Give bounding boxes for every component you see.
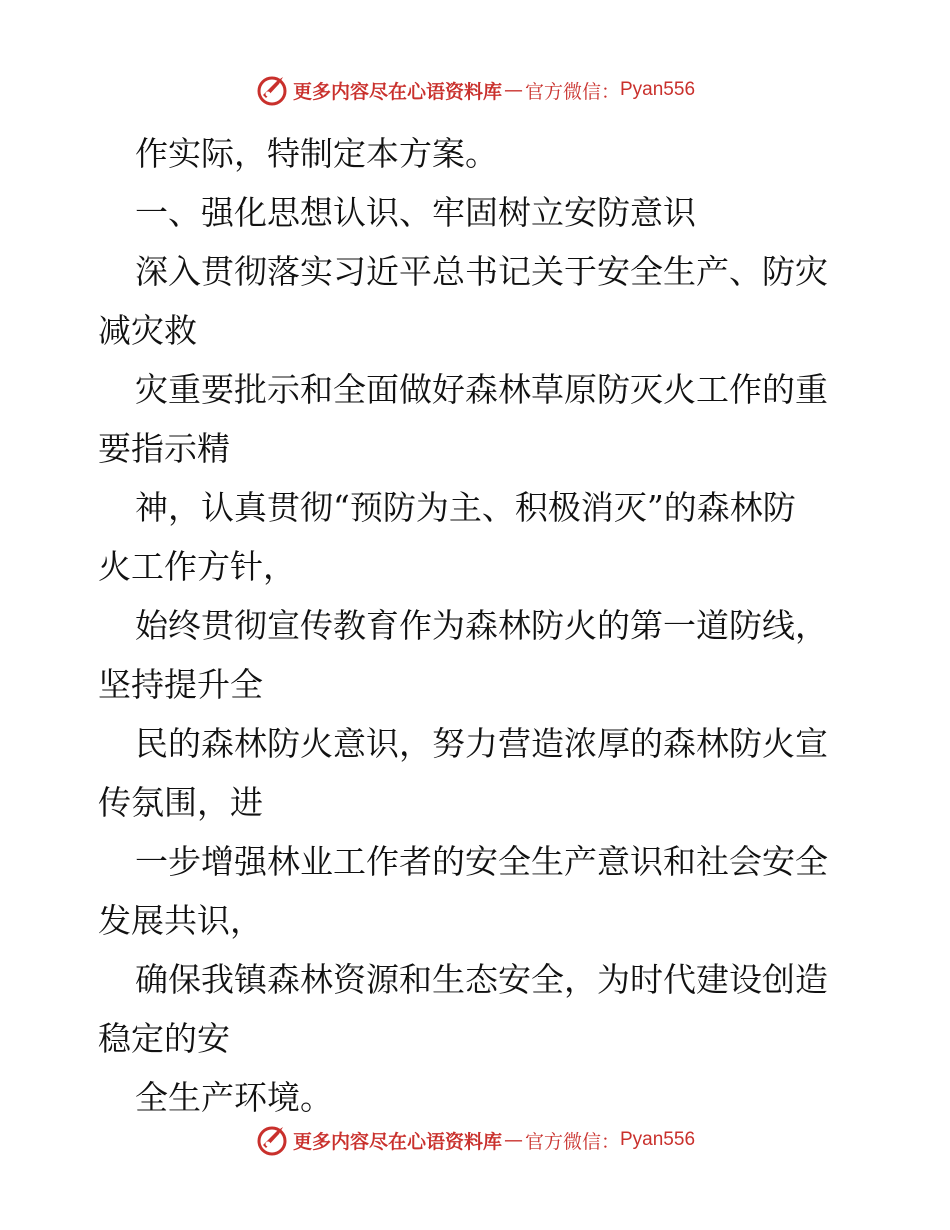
body-text	[98, 124, 858, 1127]
body-line: 作实际，特制定本方案。	[135, 134, 498, 173]
body-line: 确保我镇森林资源和生态安全，为时代建设创造	[135, 960, 828, 999]
banner-wechat-label: 官方微信：	[524, 80, 620, 103]
banner-separator: —	[503, 1129, 523, 1151]
banner-wechat-id: Pyan556	[620, 79, 696, 100]
body-line: 灾重要批示和全面做好森林草原防灭火工作的重	[135, 370, 828, 409]
header-banner	[0, 70, 950, 110]
banner-main-text: 更多内容尽在心语资料库	[292, 1130, 502, 1153]
body-line: 减灾救	[98, 311, 197, 350]
quill-seal-icon	[255, 1123, 289, 1157]
body-line: 火工作方针，	[98, 547, 296, 586]
footer-banner	[0, 1120, 950, 1160]
body-line: 全生产环境。	[135, 1078, 333, 1117]
body-line: 发展共识，	[98, 901, 263, 940]
body-line: 民的森林防火意识，努力营造浓厚的森林防火宣	[135, 724, 828, 763]
body-line: 神，认真贯彻“预防为主、积极消灭”的森林防	[135, 488, 796, 527]
body-line: 一步增强林业工作者的安全生产意识和社会安全	[135, 842, 828, 881]
body-line: 始终贯彻宣传教育作为森林防火的第一道防线，	[135, 606, 828, 645]
body-line: 稳定的安	[98, 1019, 230, 1058]
body-line: 要指示精	[98, 429, 230, 468]
banner-main-text: 更多内容尽在心语资料库	[292, 80, 502, 103]
section-heading: 一、强化思想认识、牢固树立安防意识	[135, 193, 696, 232]
body-line: 传氛围，进	[98, 783, 263, 822]
quill-seal-icon	[255, 73, 289, 107]
banner-separator: —	[503, 79, 523, 101]
body-line: 深入贯彻落实习近平总书记关于安全生产、防灾	[135, 252, 828, 291]
body-line: 坚持提升全	[98, 665, 263, 704]
banner-wechat-label: 官方微信：	[524, 1130, 620, 1153]
banner-wechat-id: Pyan556	[620, 1129, 696, 1150]
